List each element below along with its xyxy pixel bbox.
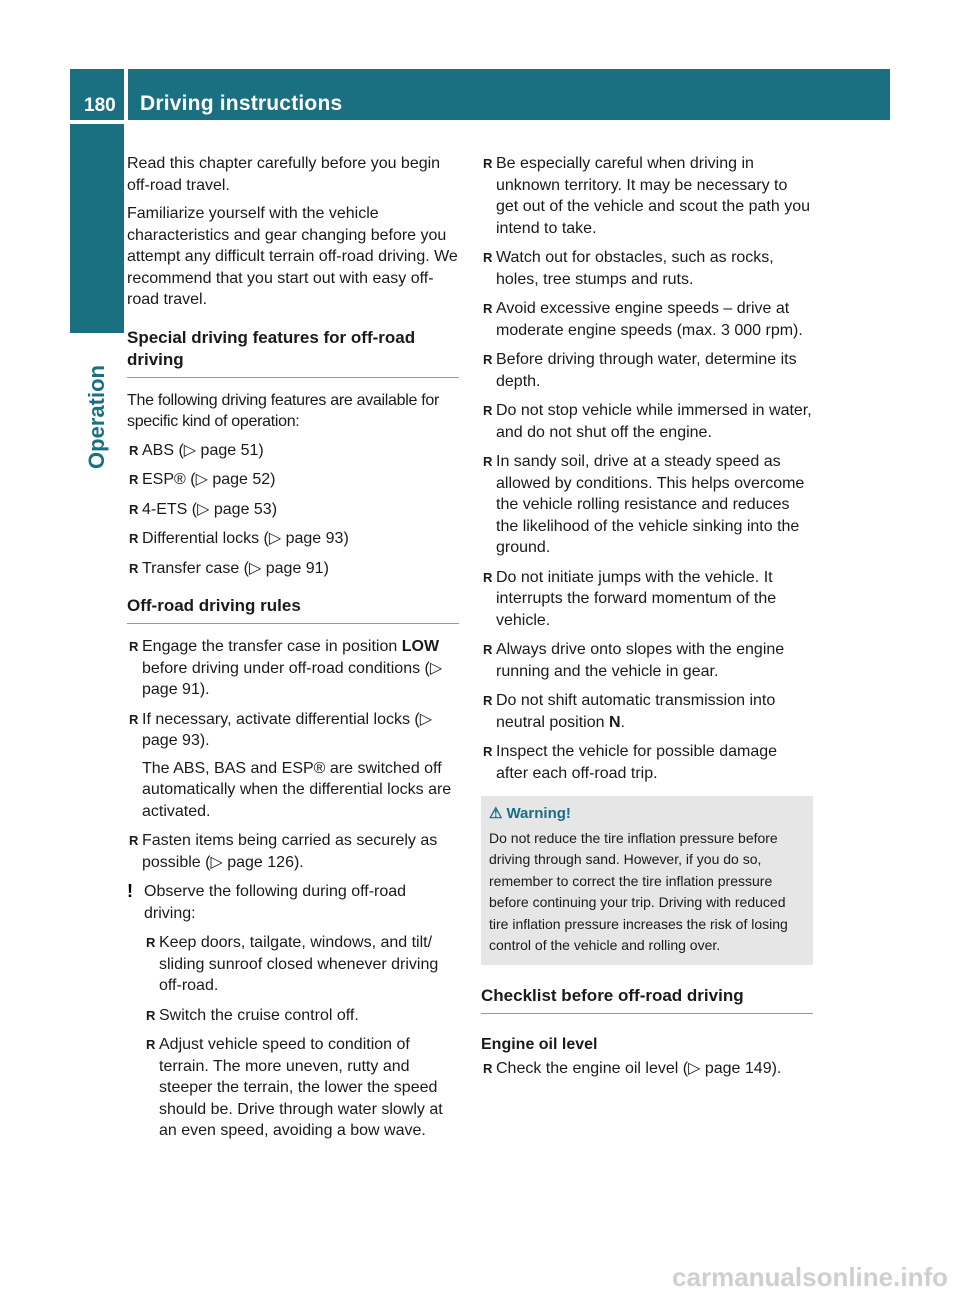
caution-text: Observe the following during off-road driving: [144,883,407,922]
list-item: R Adjust vehicle speed to condition of terrain. The more uneven, rutty and steeper the terrain, the lower the speed should be. Drive through water slowly at an even speed, avoiding a bow wave. [146,1036,443,1139]
warning-text: Do not reduce the tire inflation pressure before driving through sand. However, if you do so, remember to correct the tire inflation pressure before continuing your trip. Driving with reduced tire inflation pressure increases the risk of losing control of the vehicle and rolling over. [489,829,788,953]
list-item: R Do not initiate jumps with the vehicle. It interrupts the forward momentum of the vehicle. [483,568,777,629]
intro-paragraph-2: Familiarize yourself with the vehicle characteristics and gear changing before you attempt any difficult terrain off-road driving. We recommend that you start out with easy off-road travel. [127,205,458,308]
features-text: The following driving features are available for specific kind of operation: [127,391,439,430]
list-item: R Do not shift automatic transmission into neutral position N. [483,692,776,731]
exclamation-icon: ! [127,881,133,901]
rules-heading: Off-road driving rules [127,596,301,615]
list-item: R In sandy soil, drive at a steady speed as allowed by conditions. This helps overcome the vehicle rolling resistance and reduces the likelihood of the vehicle sinking into the ground. [483,453,805,556]
checklist-heading: Checklist before off-road driving [481,985,744,1005]
right-column [481,153,813,1088]
list-item: R ESP® (▷ page 52) [129,471,276,488]
oil-heading: Engine oil level [481,1035,598,1053]
list-item: R Do not stop vehicle while immersed in water, and do not shut off the engine. [483,402,812,441]
left-column [127,153,459,1150]
rules-list-continued [481,153,813,784]
rules-heading-block [127,595,459,624]
list-item: R Always drive onto slopes with the engine running and the vehicle in gear. [483,641,785,680]
list-item: R Differential locks (▷ page 93) [129,530,349,547]
watermark: carmanualsonline.info [672,1262,948,1292]
list-item: R 4-ETS (▷ page 53) [129,500,278,518]
features-list [127,440,459,580]
side-tab-block [70,124,124,333]
list-item: R Transfer case (▷ page 91) [129,559,329,577]
list-item: R Keep doors, tailgate, windows, and tilt/ sliding sunroof closed whenever driving off-road. [146,934,439,994]
list-item: R Inspect the vehicle for possible damage after each off-road trip. [483,743,778,782]
list-item: R ABS (▷ page 51) [129,441,264,459]
caution-list [144,932,459,1142]
list-item: R Watch out for obstacles, such as rocks, holes, tree stumps and ruts. [483,249,774,288]
side-tab-label: Operation [84,365,109,469]
rules-list [127,636,459,873]
page-title: Driving instructions [128,69,890,120]
caution-note [127,881,459,924]
warning-header [489,803,805,825]
list-item: R Fasten items being carried as securely as possible (▷ page 126). [129,832,438,871]
features-heading: Special driving features for off-road driving [127,327,416,369]
side-tab [70,337,124,497]
warning-box [481,796,813,965]
list-item: R Avoid excessive engine speeds – drive at moderate engine speeds (max. 3 000 rpm). [483,300,803,339]
checklist-heading-block [481,985,813,1014]
page-number: 180 [70,69,124,120]
list-item: R If necessary, activate differential locks (▷ page 93). The ABS, BAS and ESP® are switched off automatically when the differential locks are activated. [127,709,459,823]
warning-title: Warning! [506,805,571,822]
list-item: R Before driving through water, determine its depth. [483,351,797,390]
list-item: R Be especially careful when driving in unknown territory. It may be necessary to get out of the vehicle and scout the path you intend to take. [483,155,810,237]
list-item: R Check the engine oil level (▷ page 149). [483,1060,782,1077]
list-item: R Switch the cruise control off. [146,1006,359,1024]
list-item: R Engage the transfer case in position LOW before driving under off-road conditions (▷ page 91). [129,638,443,698]
oil-list [481,1058,813,1080]
rule2-note: The ABS, BAS and ESP® are switched off automatically when the differential locks are activated. [142,759,452,820]
features-heading-block [127,327,459,378]
intro-paragraph-1: Read this chapter carefully before you begin off-road travel. [127,155,441,194]
warning-triangle-icon: ⚠ [489,805,503,822]
